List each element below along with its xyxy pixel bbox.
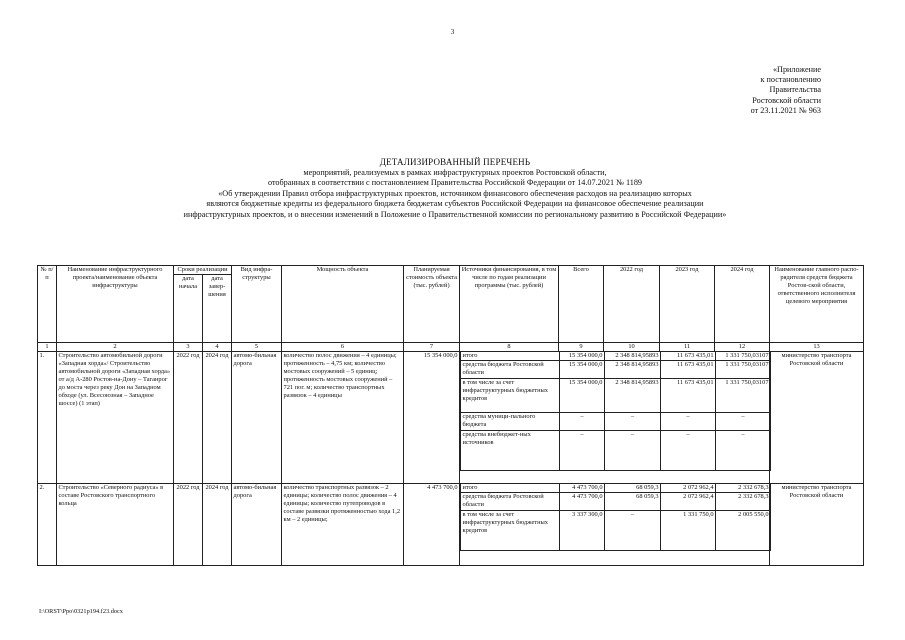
- financing-2022: 68 059,3: [605, 484, 661, 493]
- financing-total: 15 354 000,0: [560, 361, 605, 379]
- col-number: 6: [282, 343, 404, 352]
- financing-row: [461, 431, 771, 471]
- financing-2024: –: [716, 431, 771, 471]
- financing-source: итого: [461, 352, 560, 361]
- financing-row: [461, 361, 771, 379]
- financing-total: –: [560, 413, 605, 431]
- start-date: 2022 год: [174, 484, 203, 566]
- appendix-line: «Приложение: [772, 65, 821, 74]
- financing-total: 15 354 000,0: [560, 352, 605, 361]
- heading-line: инфраструктурных проектов, и о внесении изменений в Положение о Правительственной комиссии по региональному развитию в Российской Федерации»: [183, 209, 727, 219]
- financing-total: 3 337 300,0: [560, 511, 605, 551]
- col-header-num: № п/п: [38, 266, 57, 343]
- appendix-line: Ростовской области: [752, 95, 821, 105]
- table-header-row: [38, 266, 864, 275]
- file-path-footer: I:\ORST\Ppo\0321p194.f23.docx: [39, 608, 123, 615]
- col-number: 1: [38, 343, 57, 352]
- appendix-line: к постановлению: [760, 75, 821, 85]
- heading-line: «Об утверждении Правил отбора инфраструктурных проектов, источником финансового обеспечения расходов на реализацию которых: [218, 188, 692, 198]
- financing-2023: 1 331 750,0: [661, 511, 716, 551]
- planned-cost: 15 354 000,0: [404, 352, 460, 484]
- financing-2022: –: [605, 413, 661, 431]
- financing-2024: –: [716, 413, 771, 431]
- col-header-terms: Сроки реализации: [174, 266, 232, 275]
- financing-2023: –: [661, 431, 716, 471]
- page-number: 3: [450, 28, 455, 36]
- appendix-reference: [751, 65, 821, 116]
- financing-table: [460, 352, 771, 471]
- financing-row: [461, 484, 771, 493]
- planned-cost: 4 473 700,0: [404, 484, 460, 566]
- financing-block: [460, 352, 770, 484]
- col-number: 3: [174, 343, 203, 352]
- financing-2023: 2 072 962,4: [661, 484, 716, 493]
- col-header-capacity: Мощность объекта: [282, 266, 404, 343]
- projects-table: [37, 265, 864, 566]
- financing-total: –: [560, 431, 605, 471]
- object-name: Строительство автомобильной дороги «Западная хорда»/ Строительство автомобильной дороги «Западная хорда» от а/д А-280 Ростов-на-Дону – Таганрог до моста через реку Дон на Западном обходе (ул. Всесоюзная – Западное шоссе) (1 этап): [57, 352, 174, 484]
- col-header-planned-cost: Планируемая стоимость объекта (тыс. рублей): [404, 266, 460, 343]
- col-header-manager: Наименование главного распо-рядителя средств бюджета Ростов-ской области, ответственного исполнителя целевого мероприятия: [770, 266, 864, 343]
- financing-row: [461, 493, 771, 511]
- responsible-manager: министерство транспорта Ростовской области: [770, 484, 864, 566]
- financing-2024: 2 332 678,3: [716, 493, 771, 511]
- heading-line: отобранных в соответствии с постановлением Правительства Российской Федерации от 14.07.2021 № 1189: [267, 178, 643, 188]
- table-row: [38, 352, 864, 484]
- financing-total: 15 354 000,0: [560, 379, 605, 413]
- row-num: 1.: [38, 352, 57, 484]
- financing-2024: 1 331 750,03107: [716, 361, 771, 379]
- financing-2022: 2 348 814,95893: [605, 352, 661, 361]
- col-header-end: дата завер-шения: [203, 275, 232, 343]
- col-number: 2: [57, 343, 174, 352]
- end-date: 2024 год: [203, 352, 232, 484]
- financing-source: средства внебюджет-ных источников: [461, 431, 560, 471]
- financing-source: в том числе за счет инфраструктурных бюджетных кредитов: [461, 379, 560, 413]
- financing-2022: –: [605, 431, 661, 471]
- col-number: 4: [203, 343, 232, 352]
- col-number: 11: [660, 343, 715, 352]
- col-number: 5: [232, 343, 282, 352]
- document-title: ДЕТАЛИЗИРОВАННЫЙ ПЕРЕЧЕНЬ: [379, 157, 531, 167]
- col-number: 8: [460, 343, 559, 352]
- col-header-start: дата начала: [174, 275, 203, 343]
- col-header-2023: 2023 год: [660, 266, 715, 343]
- responsible-manager: министерство транспорта Ростовской области: [770, 352, 864, 484]
- financing-source: в том числе за счет инфраструктурных бюджетных кредитов: [461, 511, 560, 551]
- financing-row: [461, 379, 771, 413]
- financing-source: средства муници-пального бюджета: [461, 413, 560, 431]
- col-header-total: Всего: [559, 266, 604, 343]
- financing-2022: –: [605, 511, 661, 551]
- financing-source: средства бюджета Ростовской области: [461, 361, 560, 379]
- col-header-type: Вид инфра-структуры: [232, 266, 282, 343]
- financing-2022: 68 059,3: [605, 493, 661, 511]
- financing-total: 4 473 700,0: [560, 484, 605, 493]
- object-name: Строительство «Северного радиуса» в составе Ростовского транспортного кольца: [57, 484, 174, 566]
- object-capacity: количество полос движения – 4 единицы; протяженность – 4,75 км; количество мостовых сооружений – 5 единиц; протяженность мостовых сооружений – 721 пог. м; количество транспортных развязок – 4 единицы: [282, 352, 404, 484]
- col-number: 13: [770, 343, 864, 352]
- col-number: 9: [559, 343, 604, 352]
- col-header-2024: 2024 год: [715, 266, 770, 343]
- financing-2022: 2 348 814,95893: [605, 379, 661, 413]
- financing-2024: 2 332 678,3: [716, 484, 771, 493]
- financing-2024: 1 331 750,03107: [716, 352, 771, 361]
- financing-source: средства бюджета Ростовской области: [461, 493, 560, 511]
- column-number-row: [38, 343, 864, 352]
- financing-block: [460, 484, 770, 566]
- table-row: [38, 484, 864, 566]
- col-number: 10: [604, 343, 660, 352]
- heading-line: мероприятий, реализуемых в рамках инфраструктурных проектов Ростовской области,: [303, 167, 607, 177]
- document-heading: [60, 157, 850, 221]
- heading-line: являются бюджетные кредиты из федерального бюджета бюджетам субъектов Российской Федерации на финансовое обеспечение реализации: [206, 199, 704, 209]
- financing-2023: 11 673 435,01: [661, 352, 716, 361]
- infrastructure-type: автомо-бильная дорога: [232, 484, 282, 566]
- end-date: 2024 год: [203, 484, 232, 566]
- financing-2022: 2 348 814,95893: [605, 361, 661, 379]
- financing-row: [461, 352, 771, 361]
- financing-2024: 1 331 750,03107: [716, 379, 771, 413]
- col-header-name: Наименование инфраструктурного проекта/наименование объекта инфраструктуры: [57, 266, 174, 343]
- col-header-2022: 2022 год: [604, 266, 660, 343]
- financing-2024: 2 005 550,0: [716, 511, 771, 551]
- appendix-line: от 23.11.2021 № 963: [750, 105, 821, 115]
- appendix-line: Правительства: [769, 85, 821, 95]
- col-number: 7: [404, 343, 460, 352]
- financing-2023: 2 072 962,4: [661, 493, 716, 511]
- row-num: 2.: [38, 484, 57, 566]
- financing-row: [461, 511, 771, 551]
- col-number: 12: [715, 343, 770, 352]
- financing-row: [461, 413, 771, 431]
- start-date: 2022 год: [174, 352, 203, 484]
- financing-2023: 11 673 435,01: [661, 361, 716, 379]
- financing-2023: 11 673 435,01: [661, 379, 716, 413]
- col-header-sources: Источники финансирования, в том числе по годам реализации программы (тыс. рублей): [460, 266, 559, 343]
- object-capacity: количество транспортных развязок – 2 единицы; количество полос движения – 4 единицы; количество путепроводов в составе развязки протяженностью хода 1,2 км – 2 единицы;: [282, 484, 404, 566]
- financing-source: итого: [461, 484, 560, 493]
- financing-total: 4 473 700,0: [560, 493, 605, 511]
- financing-table: [460, 484, 771, 551]
- infrastructure-type: автомо-бильная дорога: [232, 352, 282, 484]
- financing-2023: –: [661, 413, 716, 431]
